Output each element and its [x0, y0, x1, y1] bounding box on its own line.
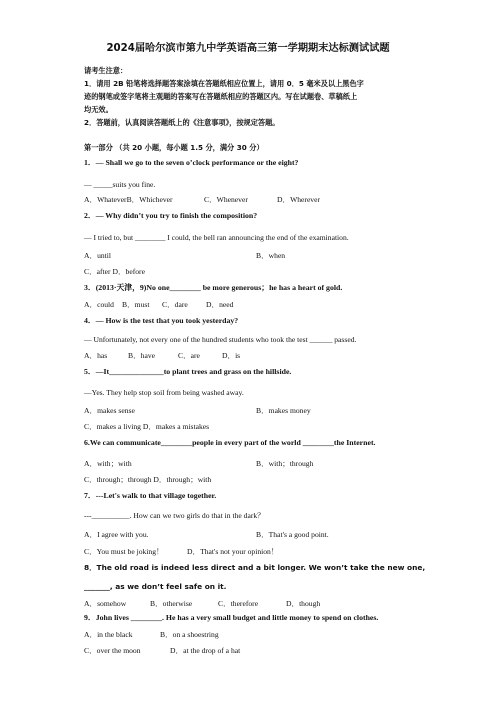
option: A．somehow [84, 599, 127, 608]
question-stem: ---Let's walk to that village together. [95, 491, 217, 500]
question-number: 9． [84, 613, 96, 622]
option: A．has [84, 351, 108, 360]
question-5 [84, 367, 291, 377]
question-3 [84, 283, 342, 293]
section-heading: 第一部分 （共 20 小题，每小题 1.5 分，满分 30 分） [84, 143, 264, 152]
question-2 [84, 211, 257, 221]
question-number: 6. [84, 438, 90, 447]
question-8 [84, 563, 425, 573]
question-stem: — Why didn’t you try to finish the composition? [95, 211, 258, 220]
question-stem-continued: — _____suits you fine. [84, 180, 156, 189]
question-stem: — Shall we go to the seven o’clock performance or the eight? [95, 158, 299, 167]
option: C．through；through D．through；with [84, 475, 212, 484]
page-title: 2024届哈尔滨市第九中学英语高三第一学期期末达标测试试题 [106, 43, 390, 54]
question-stem: — How is the test that you took yesterday? [95, 316, 239, 325]
question-stem-continued: — Unfortunately, not every one of the hundred students who took the test ______ passed. [84, 335, 357, 344]
question-number: 2． [84, 211, 96, 220]
notice-line: 均无效。 [84, 105, 113, 114]
notice-line: 迹的钢笔或签字笔将主观题的答案写在答题纸相应的答题区内。写在试题卷、草稿纸上 [84, 92, 358, 101]
option: C．dare [162, 300, 188, 309]
question-number: 3． [84, 283, 96, 292]
option: C．You must be joking！ [84, 547, 164, 556]
option: D．is [222, 351, 241, 360]
notice-line: 1．请用 2B 铅笔将选择题答案涂填在答题纸相应位置上，请用 0．5 毫米及以上黑色字 [84, 79, 364, 88]
option: A．WhateverB．Whichever [84, 195, 173, 204]
question-6 [84, 438, 376, 448]
question-stem: We can communicate________people in every part of the world ________the Internet. [89, 438, 376, 447]
option: D．at the drop of a hat [170, 646, 241, 655]
question-number: 7． [84, 491, 96, 500]
option: C．therefore [218, 599, 259, 608]
option: C．are [178, 351, 200, 360]
option: B．makes money [256, 406, 311, 415]
question-9 [84, 613, 378, 623]
question-number: 5． [84, 367, 96, 376]
option: A．could [84, 300, 114, 309]
option: D．Wherever [277, 195, 321, 204]
option: B．on a shoestring [160, 630, 219, 639]
question-1 [84, 158, 298, 168]
question-stem-continued: _______, as we don’t feel safe on it. [84, 582, 227, 591]
option: A．makes sense [84, 406, 135, 415]
option: A．in the black [84, 630, 133, 639]
notice-line: 2．答题前，认真阅读答题纸上的《注意事项》，按规定答题。 [84, 118, 280, 127]
notice-heading: 请考生注意： [84, 66, 128, 75]
option: C．over the moon [84, 646, 141, 655]
question-stem-continued: —Yes. They help stop soil from being washed away. [84, 388, 244, 397]
option: B．otherwise [150, 599, 193, 608]
option: B．when [256, 251, 286, 260]
question-number: 1． [84, 158, 96, 167]
option: C．after D．before [84, 267, 145, 276]
question-4 [84, 316, 238, 326]
option: D．That's not your opinion！ [187, 547, 279, 556]
question-stem-continued: — I tried to, but ________ I could, the bell ran announcing the end of the examination. [84, 233, 349, 242]
option: B．have [128, 351, 155, 360]
question-7 [84, 491, 216, 501]
option: D．though [286, 599, 321, 608]
question-stem: The old road is indeed less direct and a bit longer. We won’t take the new one, [96, 563, 426, 572]
option: C．makes a living D．makes a mistakes [84, 422, 210, 431]
question-stem: (2013·天津，9)No one________ be more generous；he has a heart of gold. [95, 283, 343, 292]
question-stem: —It______________to plant trees and grass on the hillside. [95, 367, 292, 376]
question-number: 4． [84, 316, 96, 325]
question-stem: John lives ________. He has a very small budget and little money to spend on clothes. [95, 613, 379, 622]
option: B．with；through [256, 459, 314, 468]
option: A．with；with [84, 459, 132, 468]
option: A．I agree with you. [84, 530, 149, 539]
question-number: 8． [84, 563, 97, 572]
question-stem-continued: ---__________. How can we two girls do that in the dark？ [84, 511, 265, 520]
option: C．Whenever [204, 195, 248, 204]
option: A．until [84, 251, 112, 260]
option: B．That's a good point. [256, 530, 329, 539]
option: D．need [206, 300, 234, 309]
option: B．must [122, 300, 150, 309]
